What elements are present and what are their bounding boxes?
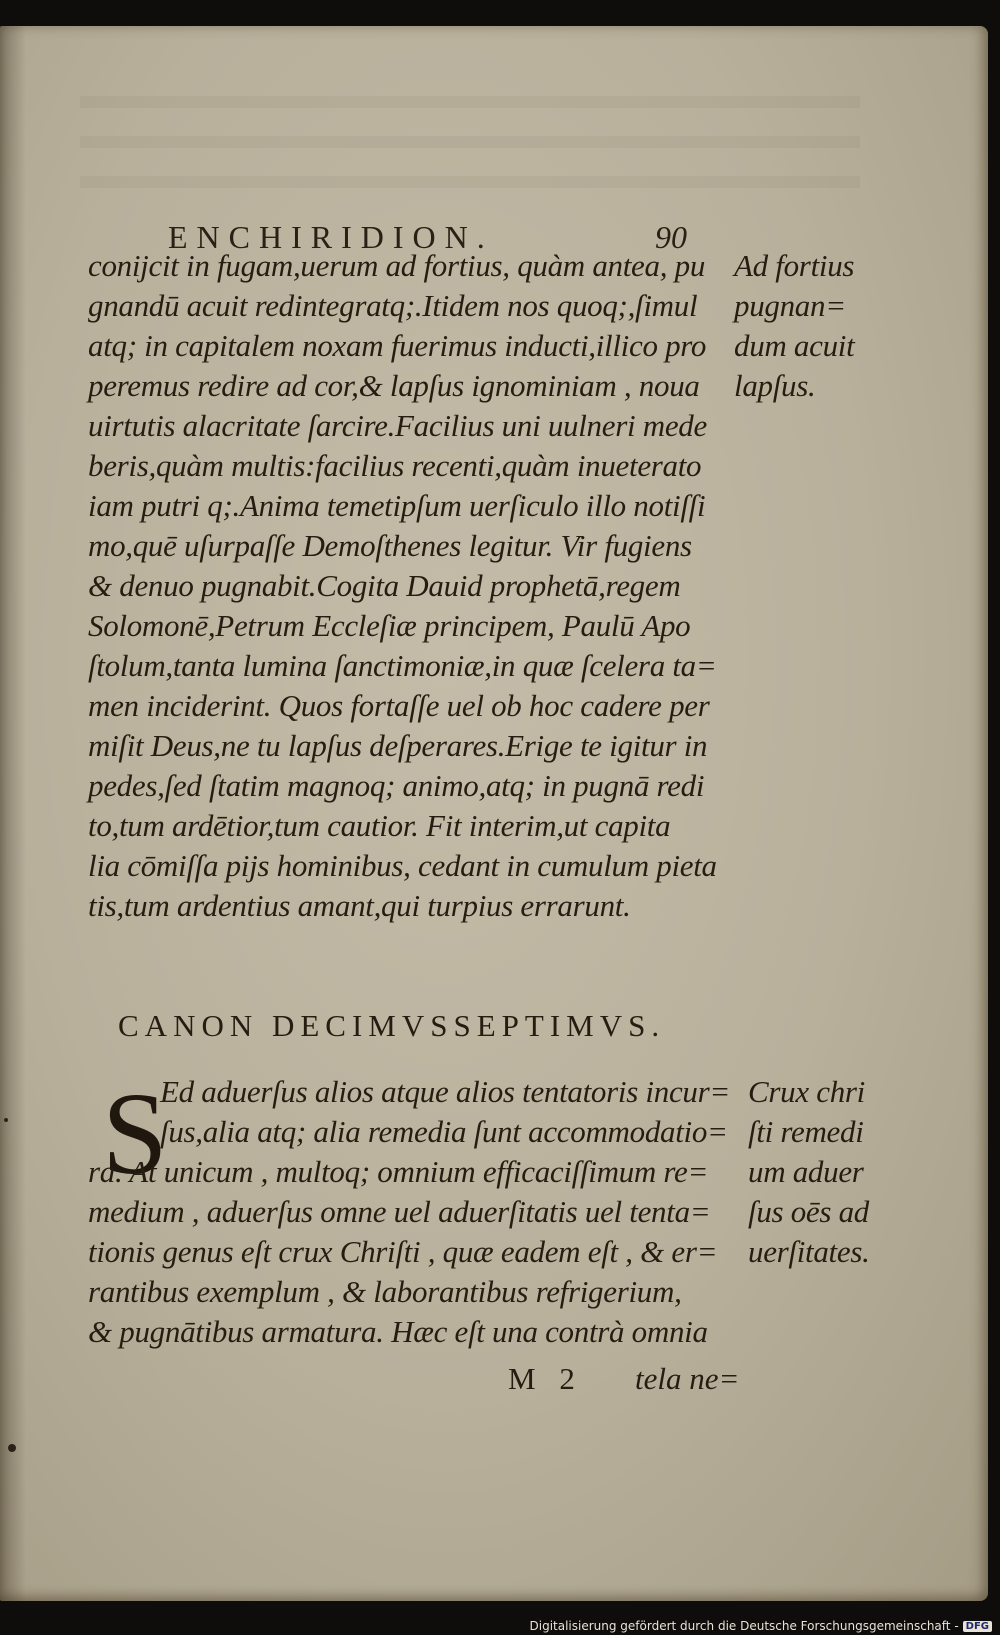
margin-note-line: dum acuit	[734, 328, 855, 363]
body-line: to,tum ardētior,tum cautior. Fit interim,ut capita	[88, 808, 671, 843]
body-line: & pugnātibus armatura. Hæc eſt una contrà omnia	[88, 1314, 708, 1349]
margin-note-line: Ad fortius	[734, 248, 855, 283]
margin-note-line: lapſus.	[734, 368, 816, 403]
body-line: ſus,alia atq; alia remedia ſunt accommodatio=	[160, 1114, 728, 1149]
body-line: lia cōmiſſa pijs hominibus, cedant in cumulum pieta	[88, 848, 717, 883]
body-line: Ed aduerſus alios atque alios tentatoris incur=	[160, 1074, 730, 1109]
body-line: gnandū acuit redintegratq;.Itidem nos quoq;,ſimul	[88, 288, 698, 323]
body-line: uirtutis alacritate ſarcire.Facilius uni uulneri mede	[88, 408, 707, 443]
body-line: ſtolum,tanta lumina ſanctimoniæ,in quæ ſcelera ta=	[88, 648, 717, 683]
running-head: ENCHIRIDION.	[168, 219, 494, 255]
body-line: beris,quàm multis:facilius recenti,quàm inueterato	[88, 448, 702, 483]
body-line: ra. At unicum , multoq; omnium efficaciſſimum re=	[88, 1154, 709, 1189]
body-line: iam putri q;.Anima temetipſum uerſiculo illo notiſſi	[88, 488, 706, 523]
body-line: pedes,ſed ſtatim magnoq; animo,atq; in pugnā redi	[88, 768, 705, 803]
margin-note-line: pugnan=	[734, 288, 846, 323]
section-heading: CANON DECIMVSSEPTIMVS.	[118, 1008, 666, 1043]
margin-note-line: ſti remedi	[748, 1114, 864, 1149]
ink-speck	[8, 1444, 16, 1452]
margin-note-line: uerſitates.	[748, 1234, 870, 1269]
margin-note-line: ſus oēs ad	[748, 1194, 870, 1229]
spine-shadow	[0, 26, 26, 1601]
body-line: tis,tum ardentius amant,qui turpius errarunt.	[88, 888, 631, 923]
body-line: men inciderint. Quos fortaſſe uel ob hoc cadere per	[88, 688, 710, 723]
drop-cap-initial: S	[102, 1068, 168, 1199]
catchword: tela ne=	[635, 1361, 740, 1396]
body-line: Solomonē,Petrum Eccleſiæ principem, Paulū Apo	[88, 608, 691, 643]
margin-note-line: um aduer	[748, 1154, 864, 1189]
body-line: miſit Deus,ne tu lapſus deſperares.Erige te igitur in	[88, 728, 708, 763]
body-line: atq; in capitalem noxam fuerimus inducti,illico pro	[88, 328, 707, 363]
ink-speck	[4, 1118, 8, 1122]
body-line: mo,quē uſurpaſſe Demoſthenes legitur. Vir fugiens	[88, 528, 692, 563]
margin-note-line: Crux chri	[748, 1074, 865, 1109]
body-line: rantibus exemplum , & laborantibus refrigerium,	[88, 1274, 682, 1309]
body-line: medium , aduerſus omne uel aduerſitatis uel tenta=	[88, 1194, 711, 1229]
body-line: peremus redire ad cor,& lapſus ignominiam , noua	[88, 368, 700, 403]
dfg-logo: DFG	[963, 1621, 992, 1632]
credit-text: Digitalisierung gefördert durch die Deutsche Forschungsgemeinschaft -	[529, 1619, 959, 1633]
show-through-text	[80, 96, 860, 206]
book-page	[0, 26, 988, 1601]
body-line: conijcit in fugam,uerum ad fortius, quàm antea, pu	[88, 248, 706, 283]
digitization-credit	[530, 1619, 993, 1633]
body-line: & denuo pugnabit.Cogita Dauid prophetā,regem	[88, 568, 681, 603]
page-number: 90	[655, 219, 687, 255]
body-line: tionis genus eſt crux Chriſti , quæ eadem eſt , & er=	[88, 1234, 718, 1269]
signature-mark: M 2	[508, 1361, 583, 1396]
